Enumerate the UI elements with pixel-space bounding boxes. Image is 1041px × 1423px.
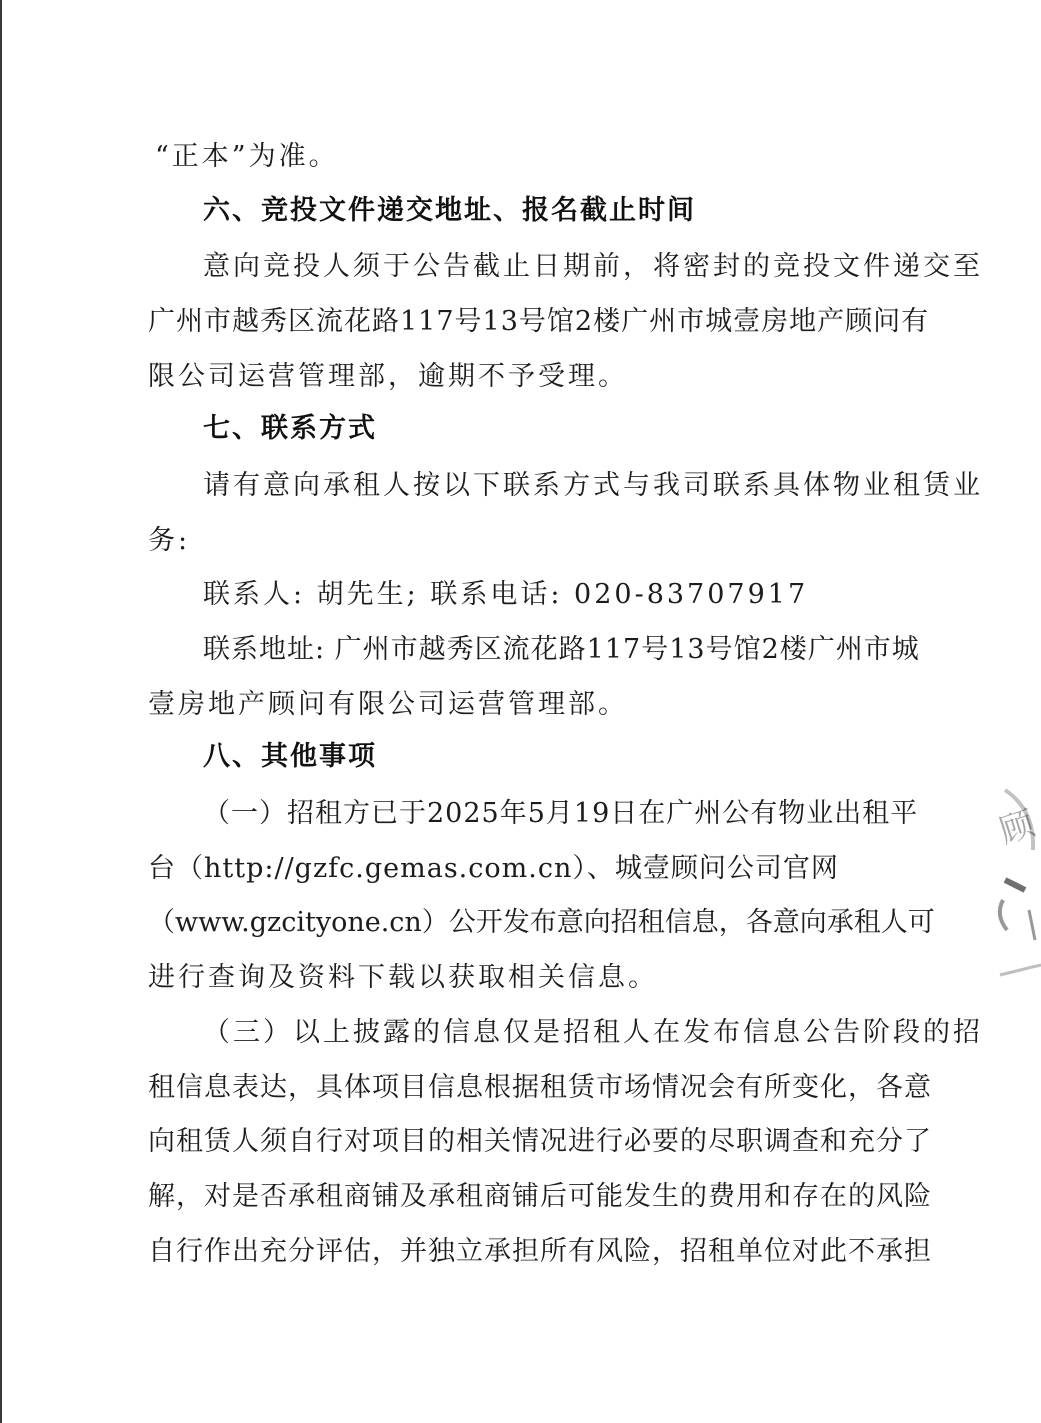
section-heading-eight: 八、其他事项: [203, 741, 377, 772]
paragraph-line: （一）招租方已于2025年5月19日在广州公有物业出租平: [203, 798, 919, 829]
section-heading-six: 六、竞投文件递交地址、报名截止时间: [203, 195, 696, 226]
paragraph-line: （三）以上披露的信息仅是招租人在发布信息公告阶段的招: [203, 1017, 983, 1048]
contact-person-line: 联系人: 胡先生; 联系电话: 020-83707917: [203, 579, 809, 610]
paragraph-line: 广州市越秀区流花路117号13号馆2楼广州市城壹房地产顾问有: [148, 306, 930, 337]
paragraph-line: 解，对是否承租商铺及承租商铺后可能发生的费用和存在的风险: [148, 1181, 932, 1212]
paragraph-line: 自行作出充分评估，并独立承担所有风险，招租单位对此不承担: [148, 1236, 932, 1267]
paragraph-line: 向租赁人须自行对项目的相关情况进行必要的尽职调查和充分了: [148, 1126, 932, 1157]
paragraph-line: 进行查询及资料下载以获取相关信息。: [148, 962, 658, 993]
paragraph-line: （www.gzcityone.cn）公开发布意向招租信息，各意向承租人可: [148, 907, 935, 938]
paragraph-line: 台（http://gzfc.gemas.com.cn）、城壹顾问公司官网: [148, 853, 839, 884]
paragraph-line: 请有意向承租人按以下联系方式与我司联系具体物业租赁业: [203, 470, 983, 501]
paragraph-line: 意向竞投人须于公告截止日期前，将密封的竞投文件递交至: [203, 251, 983, 282]
seal-character: 顾: [994, 803, 1040, 853]
paragraph-line: 租信息表达，具体项目信息根据租赁市场情况会有所变化，各意: [148, 1072, 932, 1103]
company-seal-stamp: [985, 780, 1041, 1000]
text-line-continuation: “正本”为准。: [155, 141, 339, 172]
paragraph-line: 壹房地产顾问有限公司运营管理部。: [148, 689, 628, 720]
contact-address-line: 联系地址: 广州市越秀区流花路117号13号馆2楼广州市城: [203, 634, 920, 665]
paragraph-line: 务:: [148, 525, 191, 556]
section-heading-seven: 七、联系方式: [203, 413, 377, 444]
paragraph-line: 限公司运营管理部，逾期不予受理。: [148, 361, 628, 392]
